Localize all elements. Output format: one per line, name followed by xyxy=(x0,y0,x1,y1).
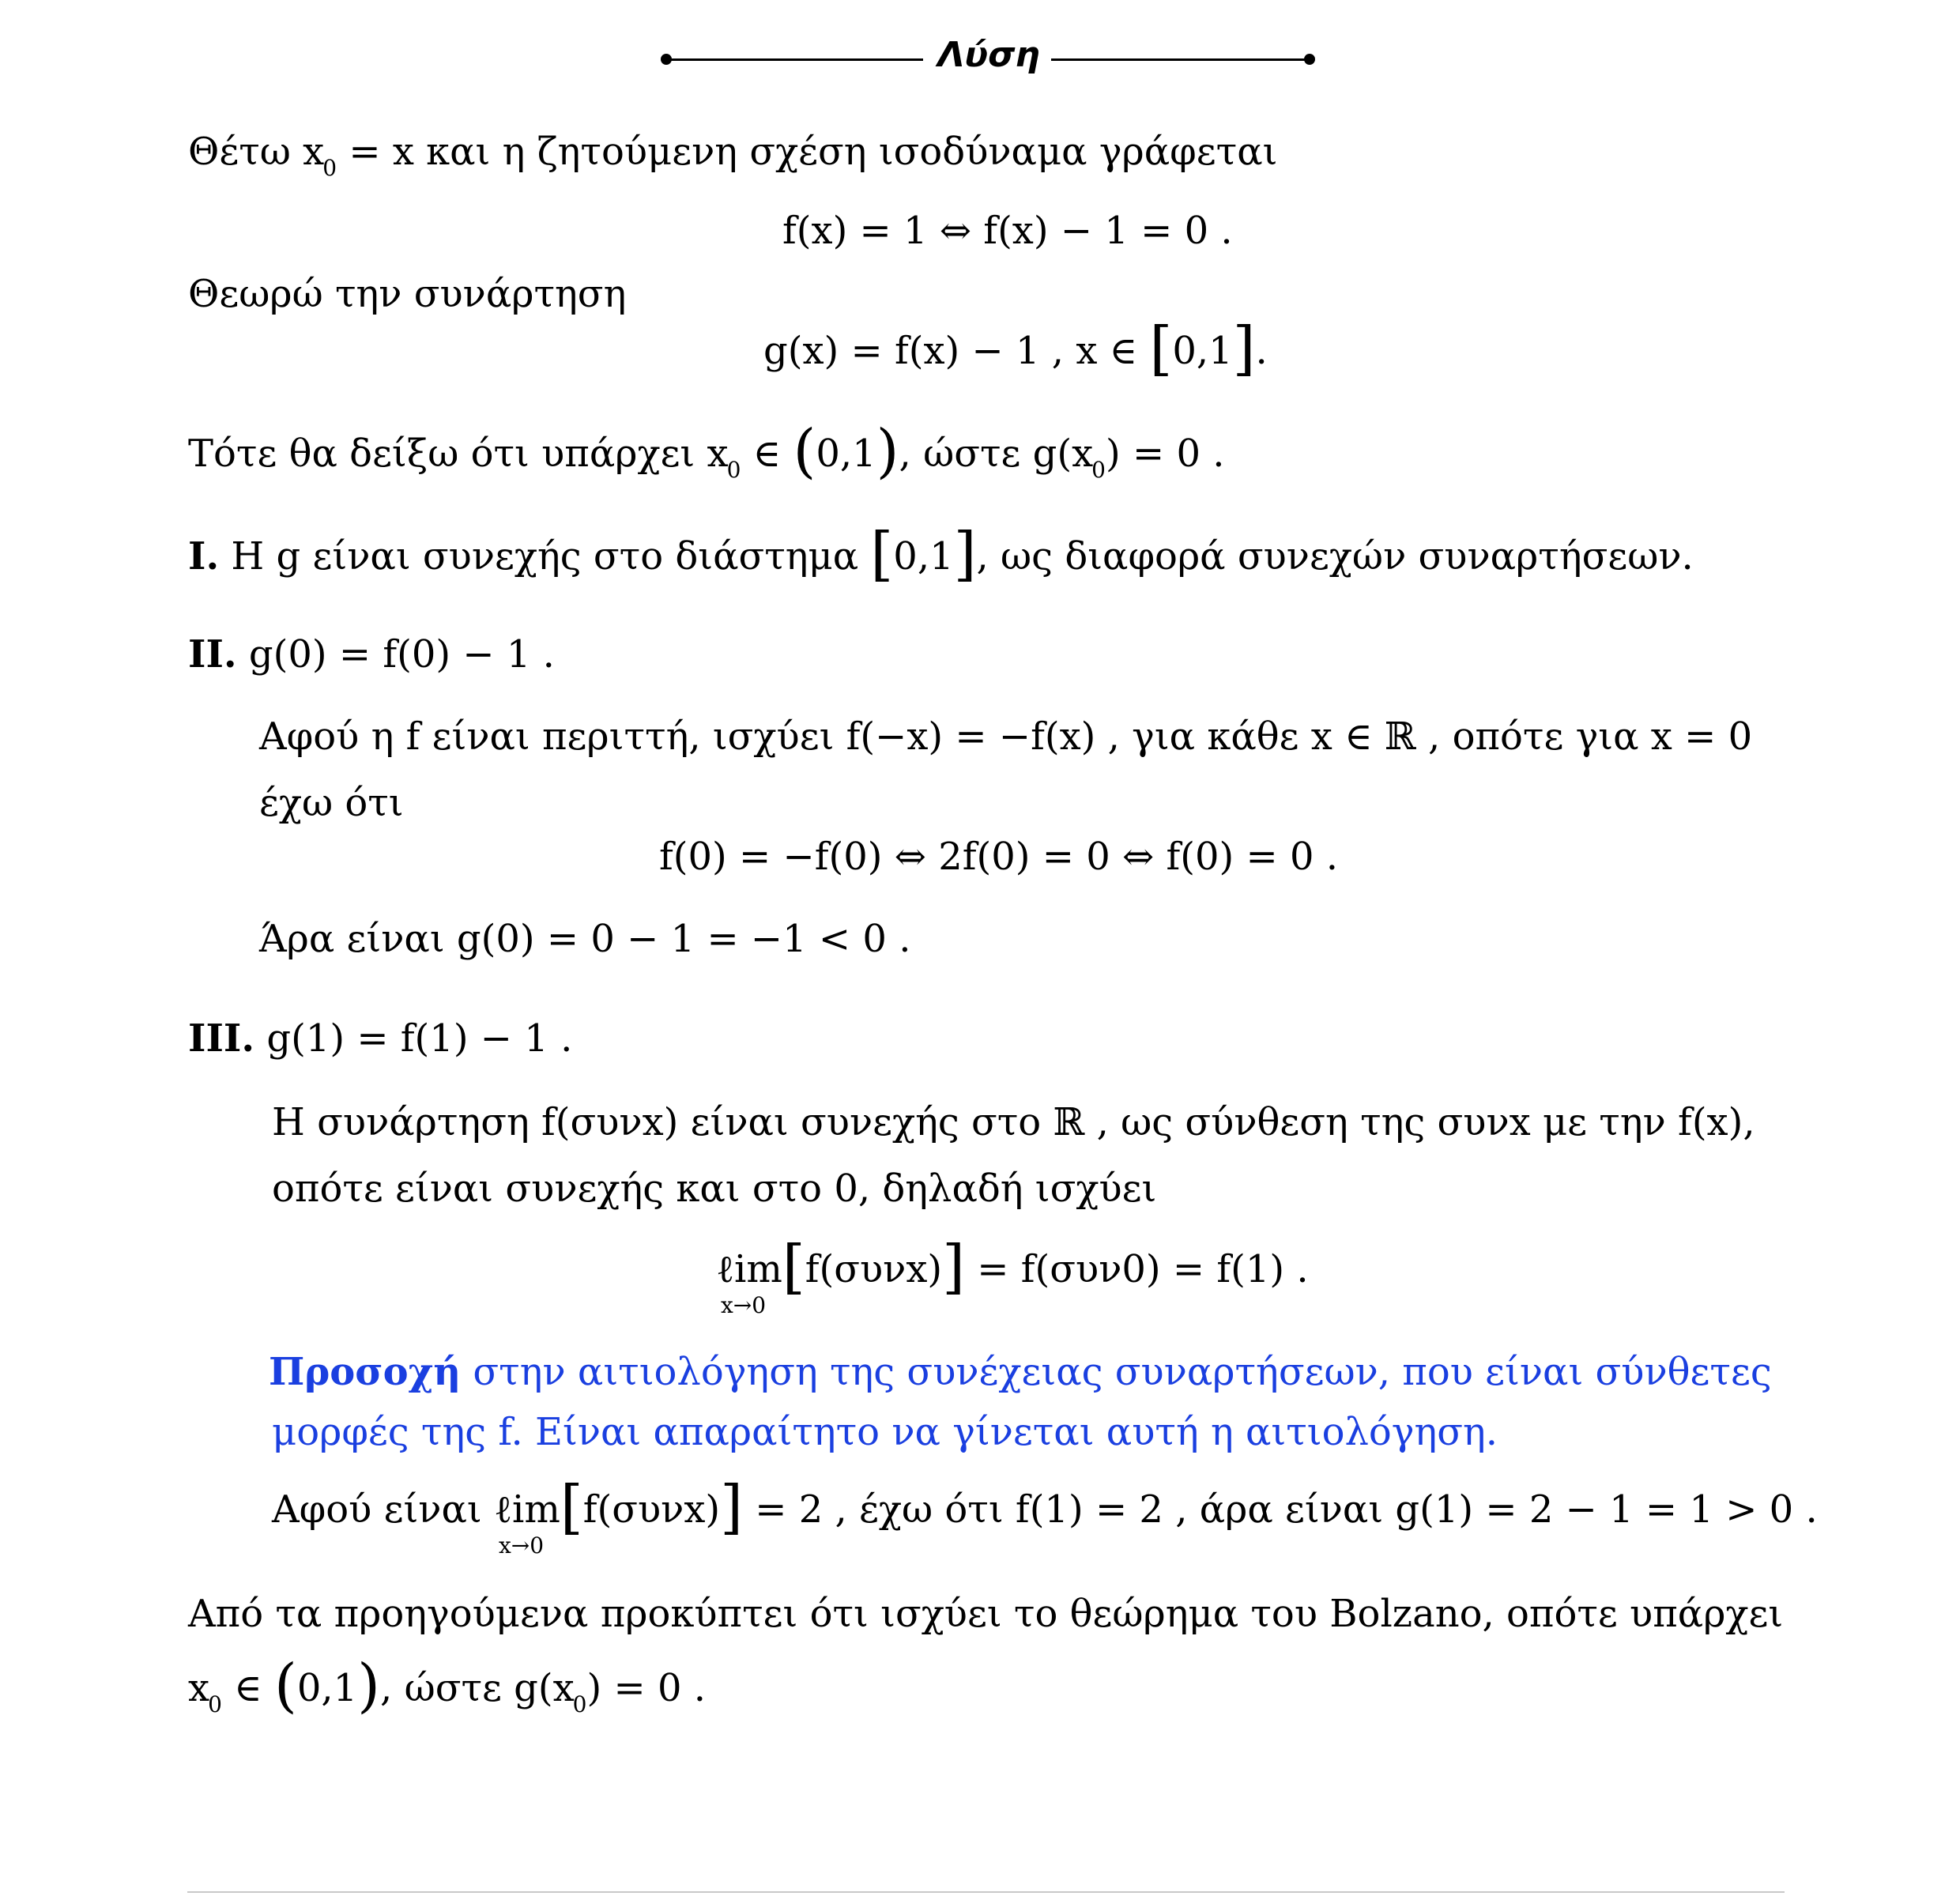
item-3-line-3-b: = 2 , έχω ότι f(1) = 2 , άρα είναι g(1) = 2 − 1 = 1 > 0 . xyxy=(743,1487,1818,1532)
limit-word: ℓim xyxy=(716,1247,782,1291)
goal-line xyxy=(188,417,1225,485)
limit-rest: = f(συν0) = f(1) . xyxy=(965,1247,1309,1291)
line-3-close-bracket: ] xyxy=(720,1473,743,1541)
item-2-text: g(0) = f(0) − 1 . xyxy=(236,632,555,677)
footer-rule xyxy=(187,1891,1785,1893)
conclusion-text-a: x xyxy=(188,1666,210,1710)
item-3 xyxy=(188,1016,573,1061)
intro-text-a: Θέτω x xyxy=(188,130,325,174)
item-2-line-1: Αφού η f είναι περιττή, ισχύει f(−x) = −f(x) , για κάθε x ∈ ℝ , οπότε για x = 0 xyxy=(259,714,1753,759)
goal-open-paren: ( xyxy=(793,417,816,485)
item-2 xyxy=(188,632,555,677)
conclusion-line-1: Από τα προηγούμενα προκύπτει ότι ισχύει το θεώρημα του Bolzano, οπότε υπάρχει xyxy=(188,1592,1784,1636)
item-2-line-3: Άρα είναι g(0) = 0 − 1 = −1 < 0 . xyxy=(259,917,911,961)
attention-note-line-2: μορφές της f. Είναι απαραίτητο να γίνεται αυτή η αιτιολόγηση. xyxy=(272,1410,1498,1454)
item-1-text-a: Η g είναι συνεχής στο διάστημα xyxy=(219,534,871,579)
conclusion-sub-2: 0 xyxy=(572,1691,587,1717)
conclusion-open-paren: ( xyxy=(273,1652,297,1720)
item-1 xyxy=(188,520,1694,588)
goal-text-d: ) = 0 . xyxy=(1106,432,1225,476)
conclusion-close-paren: ) xyxy=(357,1652,381,1720)
item-3-line-2: οπότε είναι συνεχής και στο 0, δηλαδή ισχύει xyxy=(272,1167,1157,1211)
conclusion-interval: 0,1 xyxy=(296,1666,358,1710)
item-3-label: III. xyxy=(188,1016,255,1061)
conclusion-text-d: ) = 0 . xyxy=(586,1666,707,1710)
conclusion-text-c: , ώστε g(x xyxy=(380,1666,575,1710)
item-3-line-3 xyxy=(272,1473,1818,1559)
item-2-label: II. xyxy=(188,632,237,677)
line-3-limit-word: ℓim xyxy=(493,1487,560,1532)
goal-close-paren: ) xyxy=(876,417,899,485)
item-3-text: g(1) = f(1) − 1 . xyxy=(254,1016,573,1061)
eq2-end: . xyxy=(1255,329,1268,373)
heading-rule-right xyxy=(1051,58,1309,61)
item-2-line-2: έχω ότι xyxy=(259,781,404,825)
item-1-interval: 0,1 xyxy=(893,534,954,579)
eq2-interval: 0,1 xyxy=(1172,329,1233,373)
attention-note-line-1 xyxy=(269,1350,1772,1394)
heading-dot-left xyxy=(661,54,672,65)
item-1-open-bracket: [ xyxy=(870,520,894,588)
goal-text-c: , ώστε g(x xyxy=(899,432,1094,476)
line-3-inner: f(συνx) xyxy=(582,1487,721,1532)
conclusion-sub-1: 0 xyxy=(208,1691,222,1717)
limit-subscript: x→0 xyxy=(721,1292,767,1318)
item-3-line-1: Η συνάρτηση f(συνx) είναι συνεχής στο ℝ , ως σύνθεση της συνx με την f(x), xyxy=(272,1100,1755,1144)
limit-inner: f(συνx) xyxy=(805,1247,943,1291)
conclusion-text-b: ∈ xyxy=(221,1666,274,1710)
goal-sub-2: 0 xyxy=(1091,457,1106,483)
equation-1: f(x) = 1 ⇔ f(x) − 1 = 0 . xyxy=(782,209,1233,253)
line-3-limit-operator xyxy=(493,1487,560,1559)
eq2-close-bracket: ] xyxy=(1232,315,1256,383)
eq2-open-bracket: [ xyxy=(1149,315,1173,383)
limit-open-bracket: [ xyxy=(782,1233,805,1301)
heading-title: Λύση xyxy=(937,35,1040,75)
intro-text-b: = x και η ζητούμενη σχέση ισοδύναμα γράφεται xyxy=(337,130,1278,174)
consider-line: Θεωρώ την συνάρτηση xyxy=(188,272,627,316)
item-3-line-3-a: Αφού είναι xyxy=(272,1487,494,1532)
line-3-open-bracket: [ xyxy=(560,1473,583,1541)
goal-interval: 0,1 xyxy=(816,432,876,476)
item-1-close-bracket: ] xyxy=(953,520,977,588)
goal-sub-1: 0 xyxy=(726,457,741,483)
limit-equation xyxy=(716,1233,1309,1318)
eq2-text-a: g(x) = f(x) − 1 , x ∈ xyxy=(763,329,1150,373)
attention-note-bold: Προσοχή xyxy=(269,1350,462,1394)
heading-dot-right xyxy=(1304,54,1315,65)
attention-note-text-a: στην αιτιολόγηση της συνέχειας συναρτήσεων, που είναι σύνθετες xyxy=(461,1350,1772,1394)
goal-text-b: ∈ xyxy=(741,432,793,476)
conclusion-line-2 xyxy=(188,1652,707,1720)
intro-line xyxy=(188,130,1278,181)
equation-2 xyxy=(763,315,1268,383)
limit-close-bracket: ] xyxy=(942,1233,966,1301)
line-3-limit-subscript: x→0 xyxy=(498,1532,545,1559)
heading-rule-left xyxy=(665,58,923,61)
item-1-text-b: , ως διαφορά συνεχών συναρτήσεων. xyxy=(976,534,1694,579)
limit-operator xyxy=(716,1247,782,1318)
goal-text-a: Τότε θα δείξω ότι υπάρχει x xyxy=(188,432,729,476)
item-2-equation: f(0) = −f(0) ⇔ 2f(0) = 0 ⇔ f(0) = 0 . xyxy=(659,835,1339,879)
intro-subscript: 0 xyxy=(322,155,337,181)
item-1-label: I. xyxy=(188,534,220,579)
